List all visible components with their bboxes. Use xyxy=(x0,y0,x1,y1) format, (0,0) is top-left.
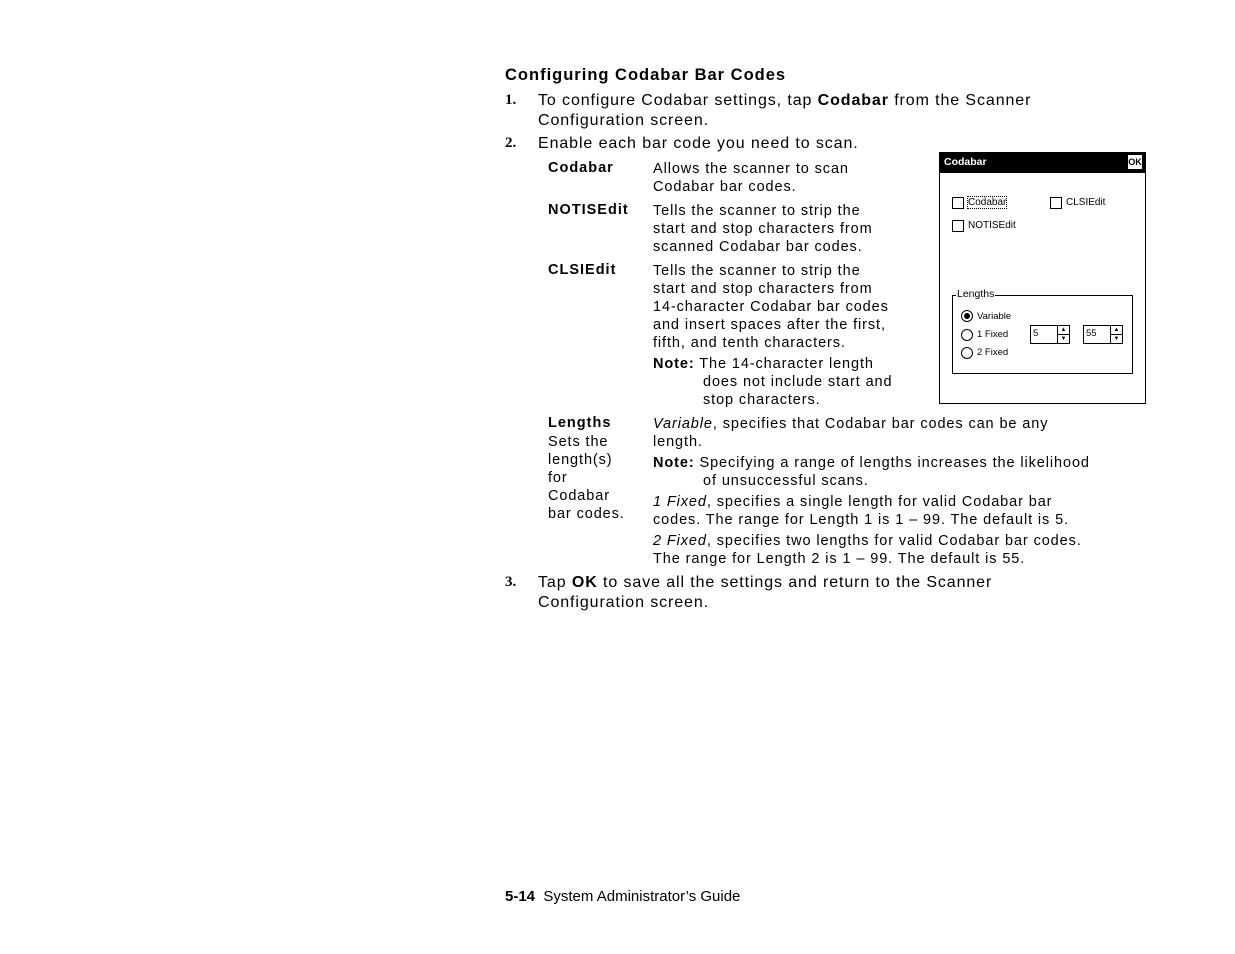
option-notisedit-desc: Tells the scanner to strip the start and stop characters from scanned Codabar bar codes. xyxy=(653,203,873,255)
lengths-variable-desc: Variable, specifies that Codabar bar codes can be any length. xyxy=(653,416,1049,450)
variable-radio[interactable] xyxy=(961,310,973,322)
step-1-text: To configure Codabar settings, tap Codabar from the Scanner Configuration screen. xyxy=(538,92,1032,129)
page-number: 5-14 xyxy=(505,888,536,905)
option-notisedit-term: NOTISEdit xyxy=(548,202,629,218)
notisedit-checkbox[interactable] xyxy=(952,220,964,232)
length1-spinner[interactable] xyxy=(1030,325,1070,344)
codabar-dialog xyxy=(939,152,1146,404)
page-footer xyxy=(505,888,740,905)
lengths-fixed2-desc: 2 Fixed, specifies two lengths for valid Codabar bar codes. The range for Length 2 is 1 – 99. The default is 55. xyxy=(653,533,1082,567)
length2-up-icon[interactable]: ▲ xyxy=(1111,326,1122,335)
length1-up-icon[interactable]: ▲ xyxy=(1058,326,1069,335)
length1-down-icon[interactable]: ▼ xyxy=(1060,336,1067,342)
lengths-group xyxy=(952,288,1133,374)
fixed1-radio[interactable] xyxy=(961,329,973,341)
fixed2-radio[interactable] xyxy=(961,347,973,359)
step-3-number: 3. xyxy=(505,574,517,590)
length2-down-icon[interactable]: ▼ xyxy=(1113,336,1120,342)
step-2-number: 2. xyxy=(505,135,517,151)
option-clsiedit-term: CLSIEdit xyxy=(548,262,617,278)
codabar-checkbox[interactable] xyxy=(952,197,964,209)
variable-radio-label: Variable xyxy=(977,311,1012,322)
book-title: System Administrator’s Guide xyxy=(543,888,741,905)
option-codabar-desc: Allows the scanner to scan Codabar bar codes. xyxy=(653,161,849,195)
notisedit-checkbox-label: NOTISEdit xyxy=(968,220,1016,231)
lengths-fixed1-desc: 1 Fixed, specifies a single length for valid Codabar bar codes. The range for Length 1 is 1 – 99. The default is 5. xyxy=(653,494,1070,528)
dialog-title-bar xyxy=(940,153,1145,173)
step-1-bold: Codabar xyxy=(817,92,889,109)
lengths-note: Note: Specifying a range of lengths increases the likelihood of unsuccessful scans. xyxy=(653,455,1090,489)
dialog-title: Codabar xyxy=(944,156,987,168)
step-1-number: 1. xyxy=(505,92,517,108)
fixed1-radio-label: 1 Fixed xyxy=(977,329,1009,340)
step-3-text: Tap OK to save all the settings and return to the Scanner Configuration screen. xyxy=(538,574,993,611)
option-codabar-term: Codabar xyxy=(548,160,614,176)
lengths-group-label: Lengths xyxy=(957,288,995,300)
option-lengths-subtext: Sets the length(s) for Codabar bar codes. xyxy=(548,434,625,522)
clsiedit-checkbox-label: CLSIEdit xyxy=(1066,197,1106,208)
clsiedit-note: Note: The 14-character length does not include start and stop characters. xyxy=(653,356,893,408)
option-lengths-term: Lengths xyxy=(548,415,612,431)
codabar-checkbox-label: Codabar xyxy=(968,197,1007,208)
step-3-bold: OK xyxy=(571,574,598,591)
ok-button[interactable]: OK xyxy=(1128,157,1142,167)
step-2-text: Enable each bar code you need to scan. xyxy=(538,135,859,152)
clsiedit-checkbox[interactable] xyxy=(1050,197,1062,209)
length2-value: 55 xyxy=(1086,328,1097,339)
option-clsiedit-desc: Tells the scanner to strip the start and stop characters from 14-character Codabar bar codes and insert spaces after the first, fifth, and tenth characters. xyxy=(653,263,889,351)
length1-value: 5 xyxy=(1033,328,1039,339)
length2-spinner[interactable] xyxy=(1083,325,1123,344)
section-heading: Configuring Codabar Bar Codes xyxy=(505,66,787,84)
fixed2-radio-label: 2 Fixed xyxy=(977,347,1009,358)
